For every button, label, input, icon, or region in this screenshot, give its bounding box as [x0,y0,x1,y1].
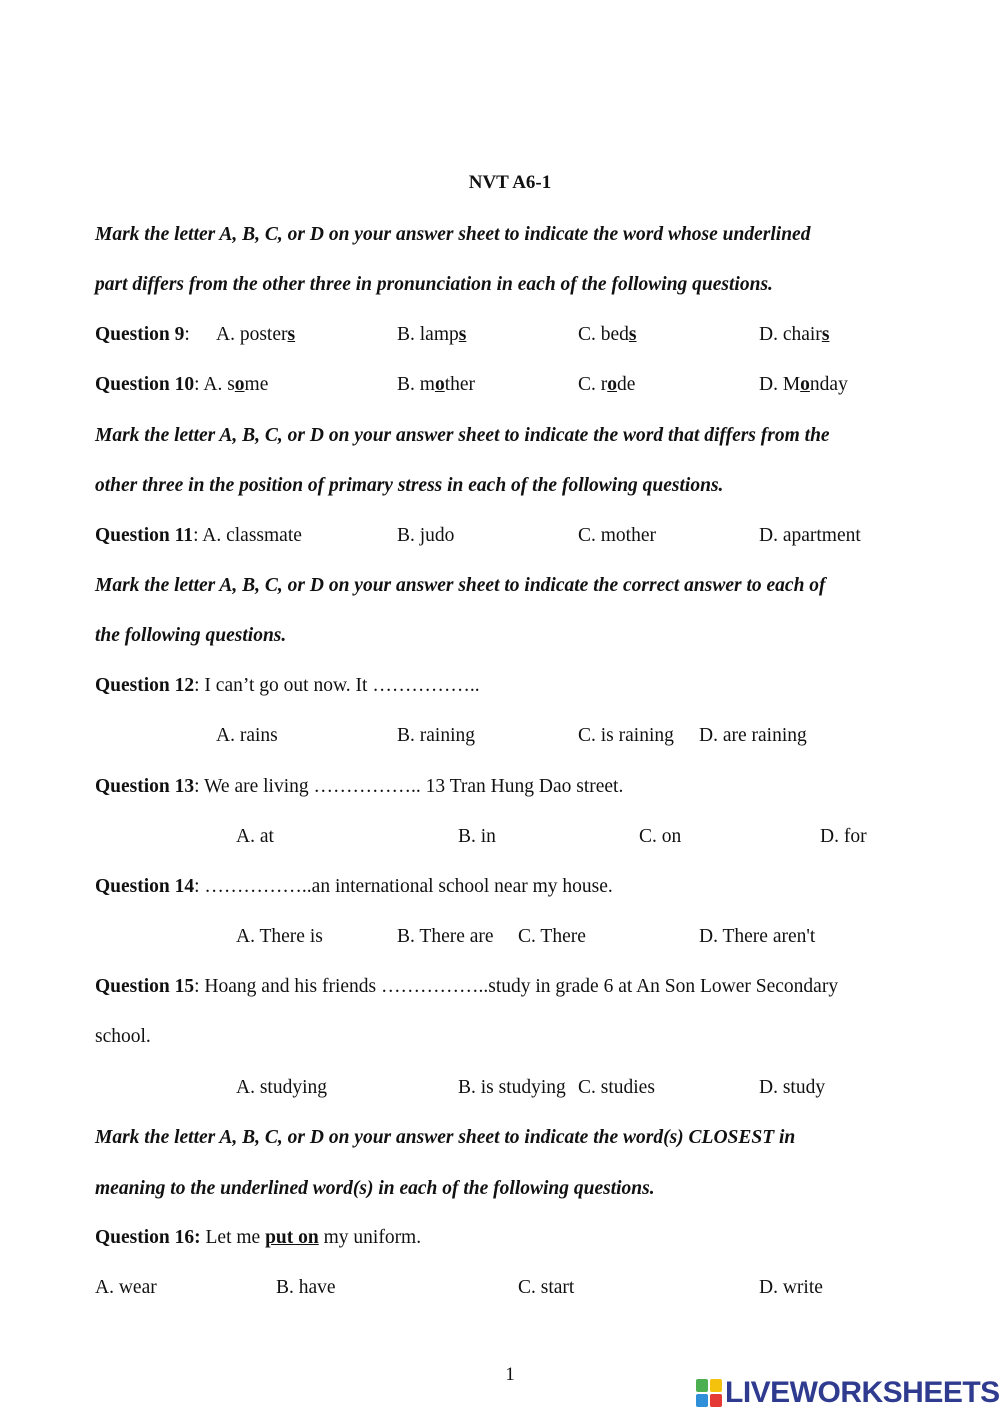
q9-option-d[interactable]: D. chairs [759,324,830,345]
q10-option-b[interactable]: B. mother [397,374,476,395]
q11-option-c[interactable]: C. mother [578,525,656,546]
question-label: Question 14 [95,876,195,897]
instruction-4-line-2: meaning to the underlined word(s) in each of the following questions. [95,1178,655,1199]
instruction-2-line-2: other three in the position of primary stress in each of the following questions. [95,475,724,496]
liveworksheets-logo[interactable] [696,1376,1000,1410]
instruction-3-line-2: the following questions. [95,625,287,646]
q10-option-a[interactable]: A. some [203,374,269,395]
q11-option-b[interactable]: B. judo [397,525,455,546]
q12-option-d[interactable]: D. are raining [699,725,807,746]
q11-option-a[interactable]: : A. classmate [193,525,302,546]
liveworksheets-logo-icon [696,1379,722,1407]
q13-option-d[interactable]: D. for [820,826,867,847]
q15-option-a[interactable]: A. studying [236,1077,328,1098]
page-number: 1 [505,1364,515,1385]
q14-option-a[interactable]: A. There is [236,926,323,947]
question-15: Question 15: Hoang and his friends ……………..study in grade 6 at An Son Lower Secondary [95,976,839,997]
question-label: Question 15 [95,976,195,997]
brand-name: LIVEWORKSHEETS [725,1376,1000,1409]
q16-option-c[interactable]: C. start [518,1277,575,1298]
q15-option-c[interactable]: C. studies [578,1077,655,1098]
question-16: Question 16: Let me put on my uniform. [95,1227,422,1248]
question-label: Question 11 [95,525,194,546]
q15-option-d[interactable]: D. study [759,1077,826,1098]
question-label: Question 13 [95,776,195,797]
q15-option-b[interactable]: B. is studying [458,1077,566,1098]
q16-option-a[interactable]: A. wear [95,1277,157,1298]
q12-option-a[interactable]: A. rains [216,725,278,746]
question-label: Question 12 [95,675,195,696]
q13-option-c[interactable]: C. on [639,826,682,847]
page-title: NVT A6-1 [468,172,552,193]
q12-option-b[interactable]: B. raining [397,725,475,746]
q9-option-a[interactable]: A. posters [216,324,296,345]
question-15-continued: school. [95,1026,151,1047]
question-14: Question 14: ……………..an international school near my house. [95,876,613,897]
question-label: Question 16: [95,1227,201,1248]
instruction-3-line-1: Mark the letter A, B, C, or D on your answer sheet to indicate the correct answer to each of [95,575,826,596]
q9-option-c[interactable]: C. beds [578,324,637,345]
question-10: Question 10: A. some [95,374,269,395]
question-13: Question 13: We are living …………….. 13 Tran Hung Dao street. [95,776,624,797]
question-label: Question 9 [95,324,185,345]
instruction-1-line-1: Mark the letter A, B, C, or D on your answer sheet to indicate the word whose underlined [95,224,811,245]
instruction-2-line-1: Mark the letter A, B, C, or D on your answer sheet to indicate the word that differs from the [95,425,830,446]
underlined-phrase: put on [265,1227,319,1248]
q11-option-d[interactable]: D. apartment [759,525,861,546]
question-label: Question 10 [95,374,195,395]
q14-option-b[interactable]: B. There are [397,926,494,947]
q16-option-b[interactable]: B. have [276,1277,336,1298]
question-11 [95,523,302,549]
instruction-4-line-1: Mark the letter A, B, C, or D on your answer sheet to indicate the word(s) CLOSEST in [95,1127,796,1148]
q14-option-d[interactable]: D. There aren't [699,926,816,947]
q10-option-d[interactable]: D. Monday [759,374,848,395]
question-12: Question 12: I can’t go out now. It …………….. [95,675,480,696]
q13-option-a[interactable]: A. at [236,826,274,847]
q13-option-b[interactable]: B. in [458,826,496,847]
q10-option-c[interactable]: C. rode [578,374,636,395]
q12-option-c[interactable]: C. is raining [578,725,674,746]
q9-option-b[interactable]: B. lamps [397,324,467,345]
q16-option-d[interactable]: D. write [759,1277,823,1298]
q14-option-c[interactable]: C. There [518,926,586,947]
instruction-1-line-2: part differs from the other three in pronunciation in each of the following questions. [95,274,773,295]
question-9: Question 9: [95,324,190,345]
